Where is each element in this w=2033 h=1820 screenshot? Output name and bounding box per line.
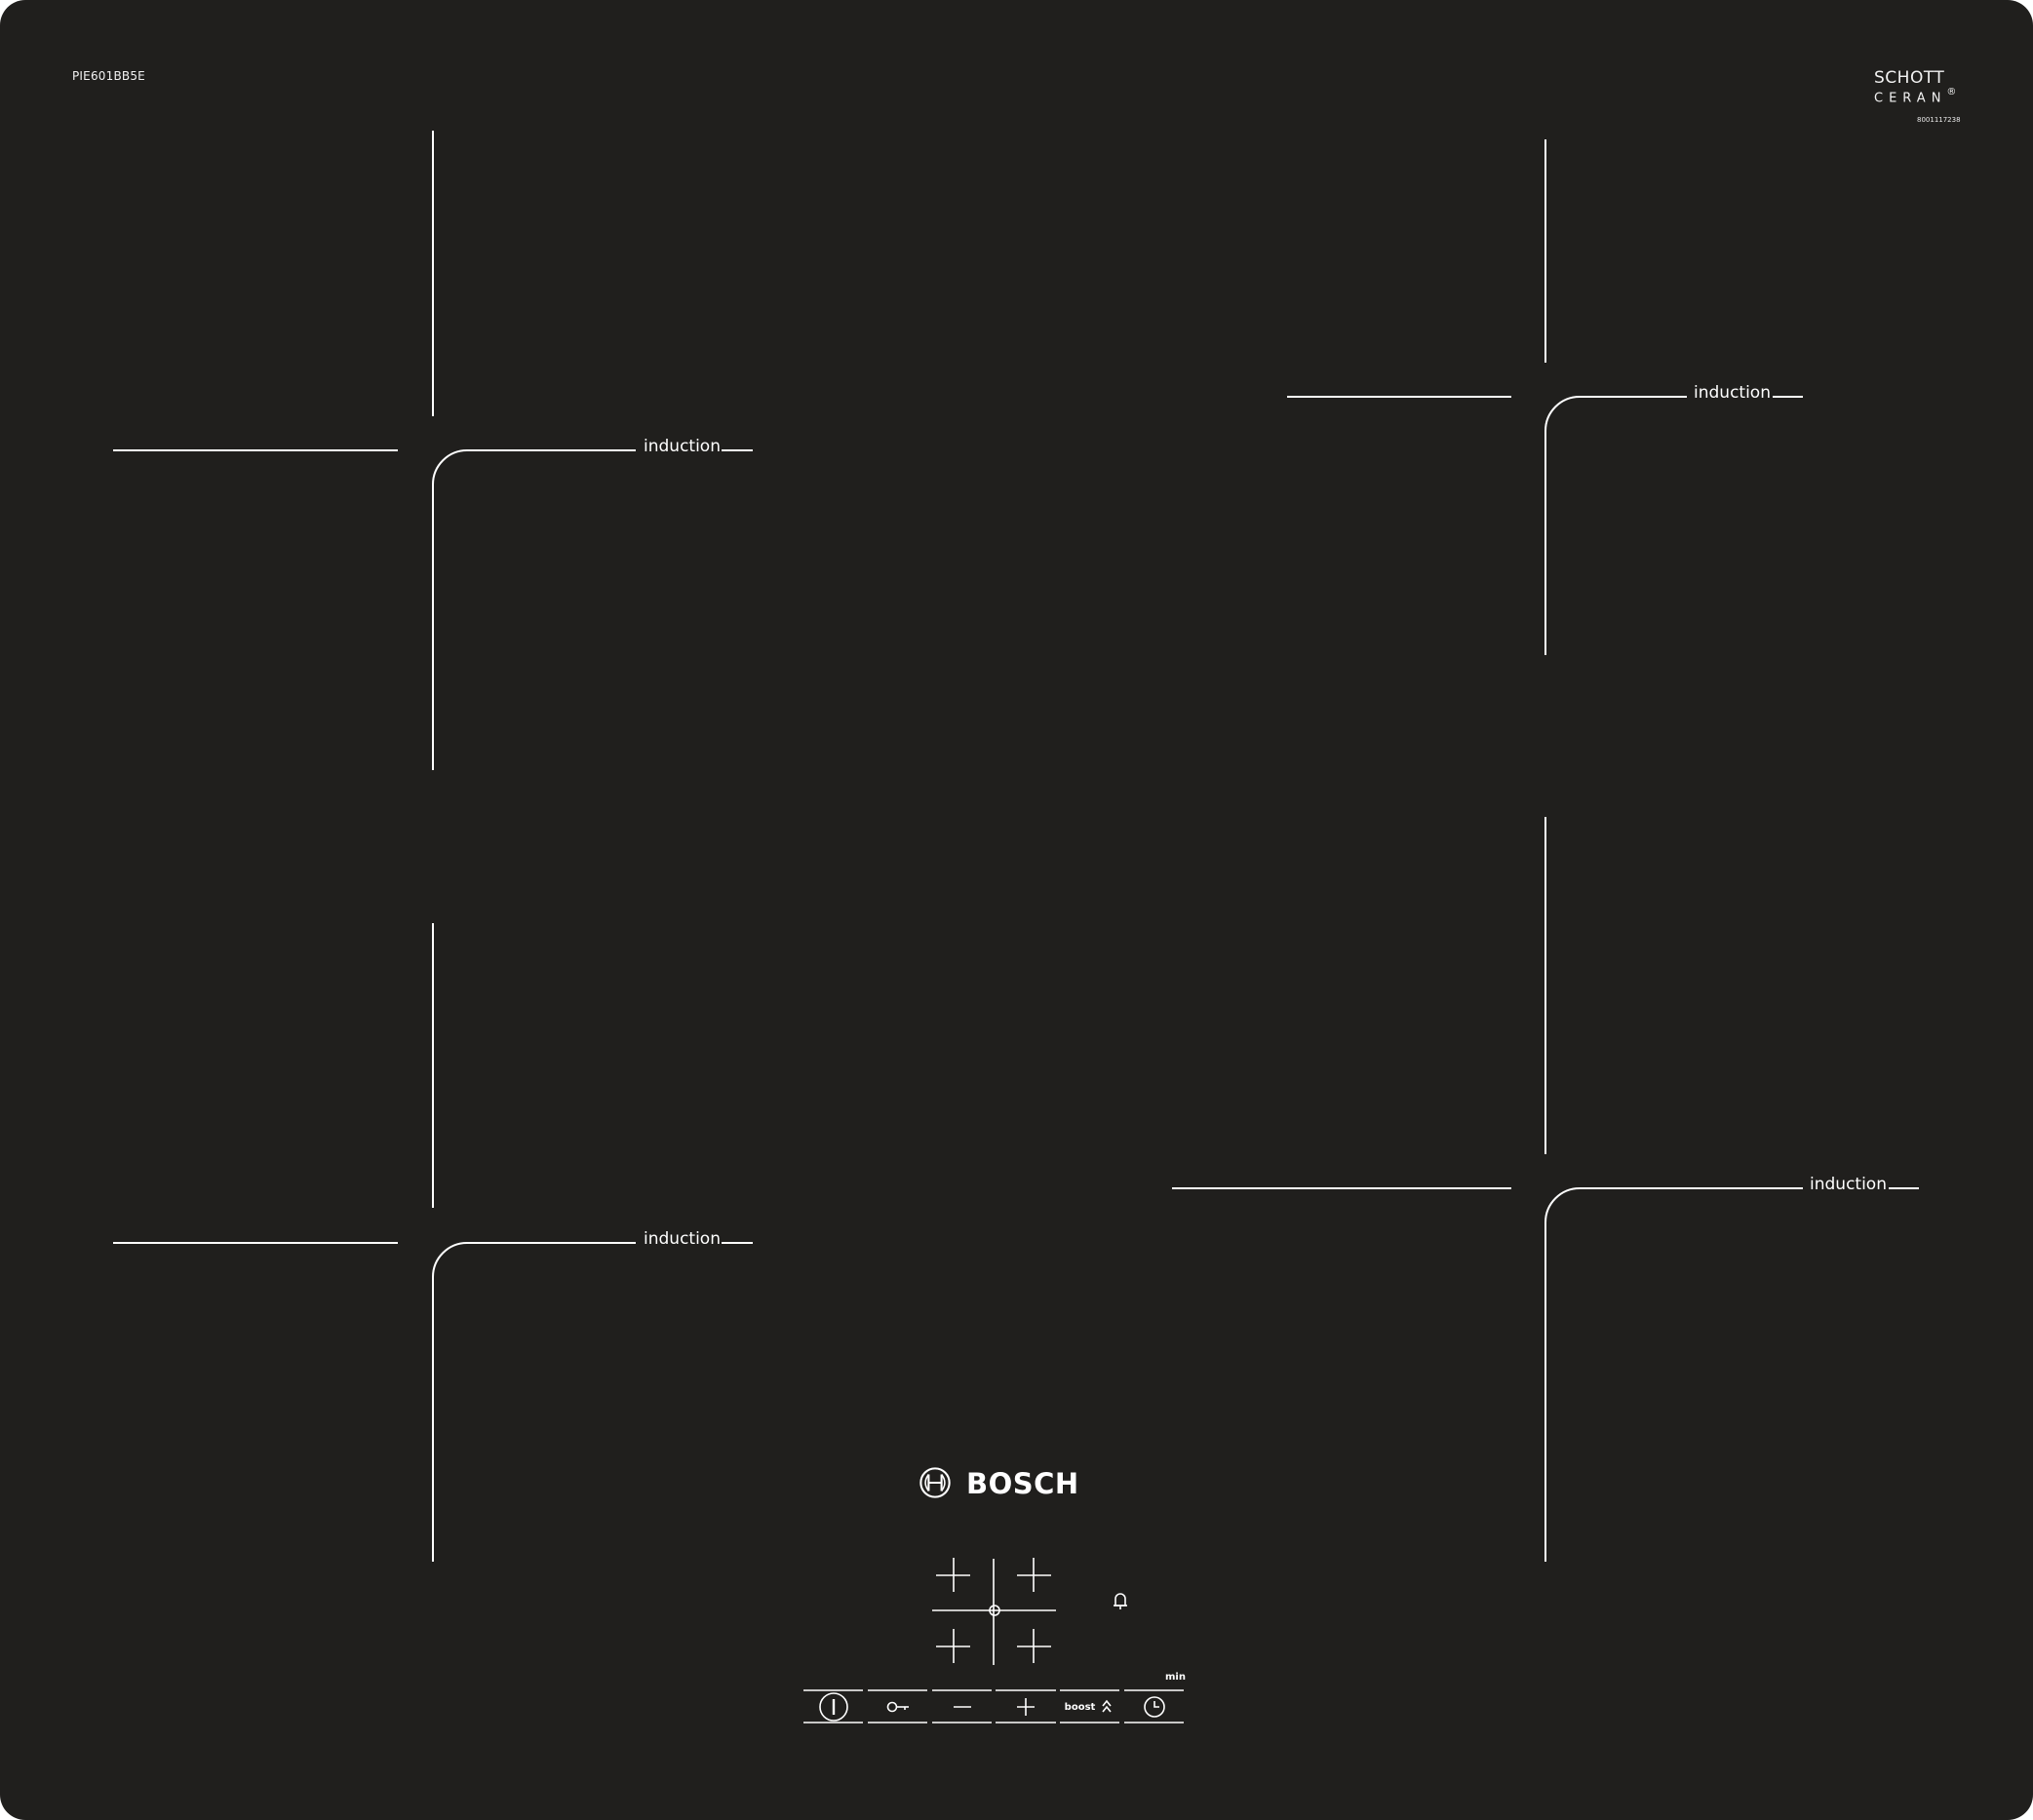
clock-icon[interactable] [1145, 1697, 1164, 1717]
boost-label: boost [1064, 1701, 1096, 1713]
zone-label-front-left: induction [644, 1229, 721, 1249]
boost-button[interactable] [1063, 1685, 1100, 1728]
bell-icon[interactable] [1114, 1594, 1127, 1609]
zone-label-rear-right: induction [1694, 383, 1771, 403]
model-number: PIE601BB5E [72, 69, 145, 83]
plus-icon[interactable] [1017, 1698, 1035, 1716]
power-icon[interactable] [820, 1693, 847, 1721]
serial-number: 8001117238 [1917, 116, 1961, 124]
zone-label-rear-left: induction [644, 437, 721, 456]
brand-name: BOSCH [966, 1467, 1079, 1500]
ceran-text: CERAN [1874, 91, 1947, 106]
touch-key-rails [803, 1690, 1184, 1723]
key-icon[interactable] [888, 1703, 910, 1712]
double-chevron-up-icon[interactable] [1103, 1701, 1111, 1712]
zone-label-front-right: induction [1810, 1175, 1887, 1194]
registered-mark: ® [1946, 87, 1957, 97]
timer-unit-label: min [1165, 1672, 1186, 1683]
schott-text: SCHOTT [1874, 68, 1945, 88]
zone-selector-cross-icon [932, 1558, 1056, 1665]
